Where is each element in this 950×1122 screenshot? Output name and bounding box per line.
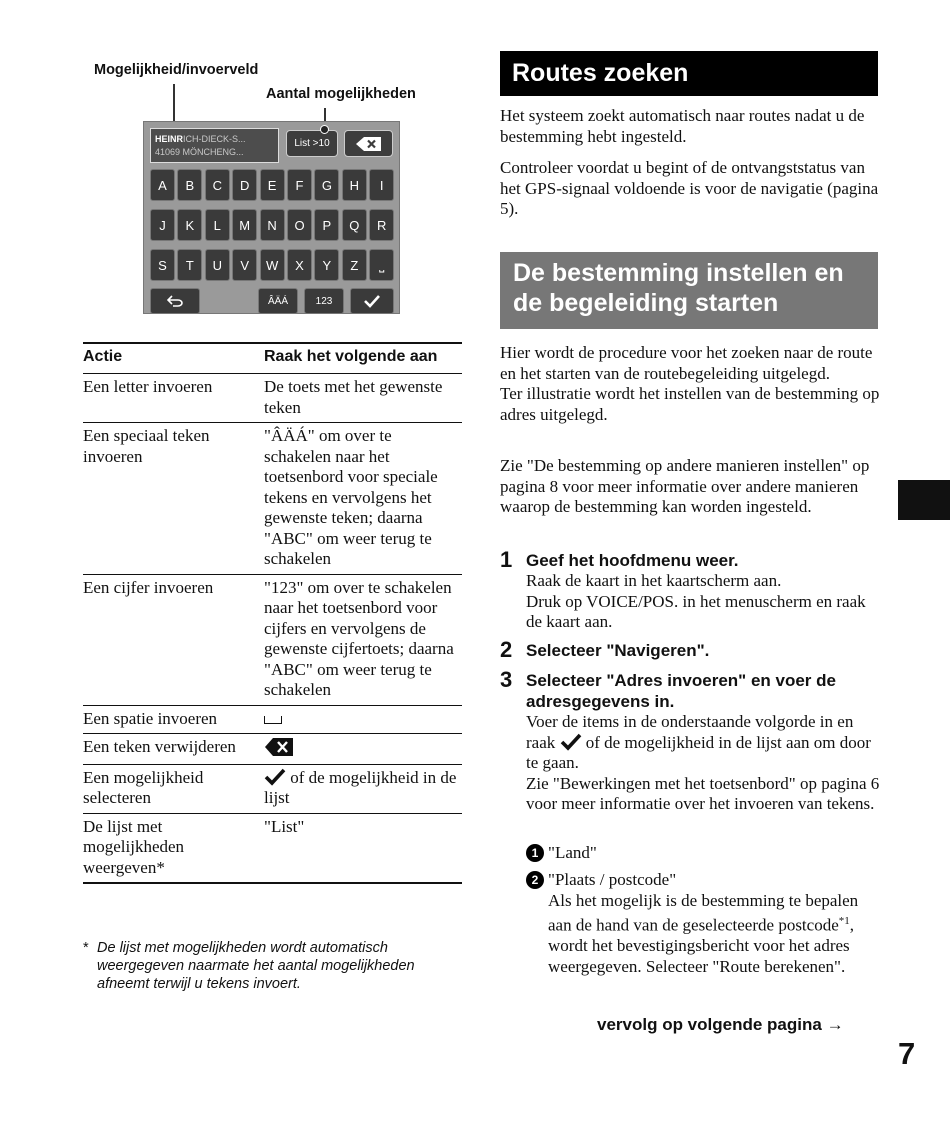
cell-action: Een speciaal teken invoeren [83, 423, 264, 575]
cell-touch [264, 734, 462, 765]
cell-action: Een mogelijkheid selecteren [83, 764, 264, 813]
keyboard-key: C [205, 169, 230, 201]
table-header-row [83, 343, 462, 374]
keyboard-key: A [150, 169, 175, 201]
table-row [83, 813, 462, 883]
keyboard-screenshot [143, 121, 400, 314]
table-row [83, 764, 462, 813]
page-number: 7 [898, 1036, 916, 1071]
keyboard-special-button: ÂÄÁ [258, 288, 298, 314]
section-heading-routes: Routes zoeken [500, 51, 878, 96]
keyboard-actions-table [83, 342, 462, 884]
keyboard-key: T [177, 249, 202, 281]
continue-text: vervolg op volgende pagina [597, 1015, 822, 1034]
step-body [526, 571, 881, 633]
keyboard-key: Z [342, 249, 367, 281]
sub-item-detail [526, 891, 876, 978]
keyboard-key: S [150, 249, 175, 281]
keyboard-key: V [232, 249, 257, 281]
paragraph-line: Hier wordt de procedure voor het zoeken naar de route en het starten van de routebegeleiding uitgelegd. [500, 343, 873, 383]
keyboard-backspace-button [344, 130, 393, 157]
detail-text: Als het mogelijk is de bestemming te bepalen aan de hand van de geselecteerde postcode [548, 890, 859, 935]
cell-action: Een letter invoeren [83, 374, 264, 423]
sub-item [526, 870, 876, 977]
header-touch: Raak het volgende aan [264, 343, 462, 374]
paragraph [500, 343, 880, 425]
step-body-text: Voer de items in de onderstaande volgorde in en raak [526, 712, 854, 752]
section-heading-destination: De bestemming instellen en de begeleiding starten [500, 252, 878, 329]
cell-action: Een spatie invoeren [83, 705, 264, 734]
step-title: Selecteer "Navigeren". [526, 641, 710, 660]
backspace-icon [264, 737, 294, 757]
keyboard-number-button: 123 [304, 288, 344, 314]
paragraph-line: Ter illustratie wordt het instellen van de bestemming op adres uitgelegd. [500, 384, 880, 424]
space-icon [264, 716, 282, 724]
return-icon [167, 295, 183, 307]
arrow-right-icon: → [826, 1015, 844, 1034]
cell-touch-text: of de mogelijkheid in de lijst [264, 767, 457, 807]
keyboard-return-button [150, 288, 200, 314]
paragraph: Controleer voordat u begint of de ontvangststatus van het GPS-signaal voldoende is voor de navigatie (pagina 5). [500, 158, 879, 218]
step-body-text: of de mogelijkheid in de lijst aan om door te gaan. [526, 732, 871, 772]
chapter-tab-marker [898, 480, 950, 520]
cell-touch [264, 705, 462, 734]
keyboard-key: Q [342, 209, 367, 241]
cell-touch: De toets met het gewenste teken [264, 374, 462, 423]
field-line2: 41069 MÖNCHENG... [155, 147, 244, 157]
continue-indicator [597, 1015, 844, 1035]
step-body-line: Raak de kaart in het kaartscherm aan. [526, 571, 782, 590]
step-body-line: Druk op VOICE/POS. in het menuscherm en raak de kaart aan. [526, 591, 866, 631]
keyboard-key: H [342, 169, 367, 201]
keyboard-key: L [205, 209, 230, 241]
circled-number: 1 [526, 844, 544, 862]
field-suggestion-text: ICH-DIECK-S... [183, 134, 246, 144]
cell-action: Een teken verwijderen [83, 734, 264, 765]
keyboard-key: F [287, 169, 312, 201]
keyboard-key: N [260, 209, 285, 241]
keyboard-key: ⎵ [369, 249, 394, 281]
sub-item-text: "Land" [548, 843, 597, 862]
keyboard-key: B [177, 169, 202, 201]
field-typed-text: HEINR [155, 134, 184, 144]
footnote-mark: * [83, 940, 89, 956]
cell-touch: "List" [264, 813, 462, 883]
keyboard-ok-button [350, 288, 394, 314]
keyboard-key: W [260, 249, 285, 281]
keyboard-key: M [232, 209, 257, 241]
table-row [83, 374, 462, 423]
footnote-text: De lijst met mogelijkheden wordt automatisch weergegeven naarmate het aantal mogelijkheden afneemt terwijl u tekens invoert. [97, 940, 415, 992]
table-row [83, 423, 462, 575]
cell-action: Een cijfer invoeren [83, 574, 264, 705]
table-footnote [83, 939, 463, 993]
checkmark-icon [364, 294, 380, 308]
footnote-ref: *1 [838, 915, 850, 927]
callout-input-field: Mogelijkheid/invoerveld [94, 62, 259, 78]
cell-touch [264, 764, 462, 813]
cell-touch: "ÂÄÁ" om over te schakelen naar het toetsenbord voor speciale tekens en vervolgens het gewenste teken; daarna "ABC" om weer terug te schakelen [264, 423, 462, 575]
circled-number: 2 [526, 871, 544, 889]
keyboard-key: K [177, 209, 202, 241]
cell-action: De lijst met mogelijkheden weergeven* [83, 813, 264, 883]
backspace-icon [356, 137, 382, 151]
keyboard-key: Y [314, 249, 339, 281]
step-body-line [526, 712, 881, 774]
table-row [83, 734, 462, 765]
header-action: Actie [83, 343, 264, 374]
keyboard-key: P [314, 209, 339, 241]
step-number: 2 [500, 637, 513, 662]
table-row [83, 705, 462, 734]
checkmark-icon [560, 733, 582, 751]
callout-leader-field [173, 84, 175, 126]
cell-touch: "123" om over te schakelen naar het toetsenbord voor cijfers en vervolgens de gewenste cijfertoets; daarna "ABC" om weer terug te schakelen [264, 574, 462, 705]
sub-item [526, 843, 876, 864]
step-number: 3 [500, 667, 513, 692]
step-body-line: Zie "Bewerkingen met het toetsenbord" op pagina 6 voor meer informatie over het invoeren van tekens. [526, 773, 880, 813]
sub-item-text: "Plaats / postcode" [548, 870, 677, 889]
step-number: 1 [500, 547, 513, 572]
step-title: Selecteer "Adres invoeren" en voer de adresgegevens in. [526, 671, 836, 711]
keyboard-key: O [287, 209, 312, 241]
keyboard-key: U [205, 249, 230, 281]
detail-text: , wordt het bevestigingsbericht voor het adres weergegeven. Selecteer "Route berekenen". [548, 915, 854, 976]
callout-dot [320, 125, 329, 134]
keyboard-key: I [369, 169, 394, 201]
keyboard-key: E [260, 169, 285, 201]
keyboard-list-button: List >10 [286, 130, 338, 157]
keyboard-key: D [232, 169, 257, 201]
step-title: Geef het hoofdmenu weer. [526, 551, 739, 570]
keyboard-key: J [150, 209, 175, 241]
step-body [526, 712, 881, 815]
keyboard-key: R [369, 209, 394, 241]
keyboard-key: X [287, 249, 312, 281]
callout-count: Aantal mogelijkheden [266, 86, 416, 102]
keyboard-key: G [314, 169, 339, 201]
keyboard-input-field [150, 128, 279, 163]
checkmark-icon [264, 768, 286, 786]
paragraph: Het systeem zoekt automatisch naar routes nadat u de bestemming hebt ingesteld. [500, 106, 865, 146]
table-row [83, 574, 462, 705]
paragraph: Zie "De bestemming op andere manieren instellen" op pagina 8 voor meer informatie over andere manieren waarop de bestemming kan worden ingesteld. [500, 456, 870, 516]
